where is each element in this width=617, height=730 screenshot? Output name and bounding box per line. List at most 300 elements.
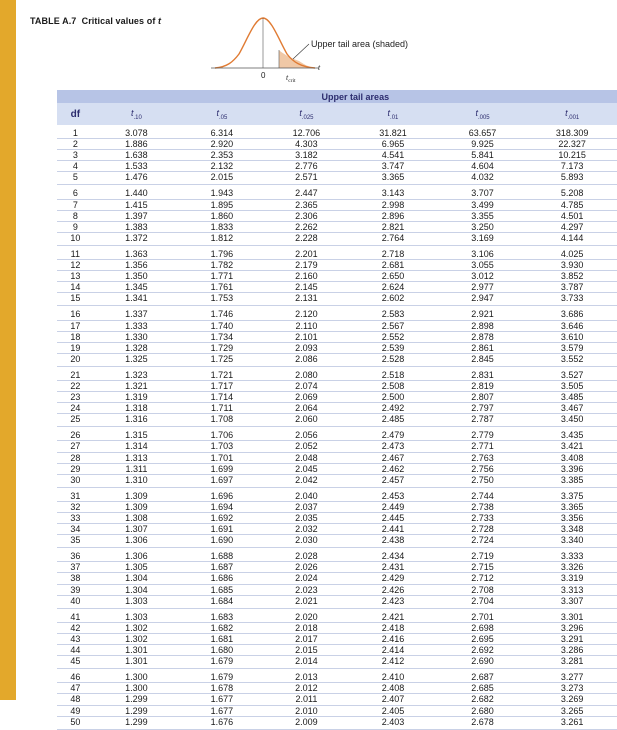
cell-t001: 3.273 [527,683,617,694]
cell-t025: 2.018 [265,622,348,633]
cell-t005: 2.728 [438,524,528,535]
cell-t005: 2.724 [438,535,528,548]
cell-t001: 3.348 [527,524,617,535]
cell-t01: 2.449 [348,501,438,512]
cell-t10: 1.337 [94,306,180,320]
cell-t025: 2.074 [265,380,348,391]
cell-t01: 2.407 [348,694,438,705]
cell-t05: 1.688 [179,548,265,562]
cell-t01: 2.412 [348,656,438,669]
axis-zero-label: 0 [261,71,266,80]
cell-t005: 2.719 [438,548,528,562]
header-band-row [57,90,617,103]
cell-t025: 2.060 [265,414,348,427]
cell-t025: 2.101 [265,331,348,342]
cell-t05: 1.685 [179,584,265,595]
tail-label: Upper tail area (shaded) [311,39,409,49]
cell-t001: 3.385 [527,474,617,487]
cell-t001: 3.646 [527,320,617,331]
cell-t025: 2.365 [265,199,348,210]
df-cell: 45 [57,656,94,669]
cell-t05: 1.711 [179,403,265,414]
cell-t10: 1.345 [94,282,180,293]
cell-t005: 2.831 [438,366,528,380]
cell-t05: 1.696 [179,487,265,501]
cell-t05: 1.729 [179,342,265,353]
cell-t01: 2.403 [348,716,438,729]
cell-t005: 2.733 [438,513,528,524]
cell-t025: 2.009 [265,716,348,729]
cell-t05: 1.699 [179,463,265,474]
cell-t001: 5.208 [527,185,617,199]
cell-t10: 1.325 [94,353,180,366]
cell-t025: 12.706 [265,125,348,139]
cell-t005: 2.861 [438,342,528,353]
cell-t01: 2.583 [348,306,438,320]
cell-t10: 1.311 [94,463,180,474]
cell-t10: 1.315 [94,427,180,441]
table-row [57,293,617,306]
cell-t005: 2.756 [438,463,528,474]
cell-t10: 1.314 [94,441,180,452]
cell-t05: 1.678 [179,683,265,694]
cell-t025: 2.201 [265,245,348,259]
cell-t025: 2.026 [265,562,348,573]
cell-t025: 2.262 [265,221,348,232]
cell-t10: 1.313 [94,452,180,463]
df-cell: 34 [57,524,94,535]
cell-t01: 3.365 [348,172,438,185]
cell-t025: 4.303 [265,139,348,150]
cell-t01: 2.821 [348,221,438,232]
cell-t005: 2.715 [438,562,528,573]
cell-t001: 3.610 [527,331,617,342]
table-row [57,705,617,716]
cell-t01: 4.541 [348,150,438,161]
cell-t01: 3.143 [348,185,438,199]
cell-t025: 3.182 [265,150,348,161]
df-cell: 15 [57,293,94,306]
cell-t05: 1.833 [179,221,265,232]
cell-t10: 1.306 [94,535,180,548]
col-header-t025: $t_{.025}$ [265,103,348,125]
cell-t005: 2.787 [438,414,528,427]
cell-t025: 2.012 [265,683,348,694]
page-edge-tab [0,0,16,700]
cell-t001: 3.326 [527,562,617,573]
cell-t10: 1.350 [94,271,180,282]
cell-t005: 2.898 [438,320,528,331]
cell-t10: 1.302 [94,622,180,633]
row-group [57,245,617,305]
cell-t005: 2.712 [438,573,528,584]
cell-t005: 2.807 [438,392,528,403]
cell-t025: 2.032 [265,524,348,535]
cell-t001: 3.340 [527,535,617,548]
table-row [57,392,617,403]
cell-t05: 1.690 [179,535,265,548]
cell-t005: 2.771 [438,441,528,452]
table-row [57,232,617,245]
cell-t025: 2.447 [265,185,348,199]
df-cell: 38 [57,573,94,584]
df-cell: 44 [57,645,94,656]
table-row [57,221,617,232]
cell-t10: 1.886 [94,139,180,150]
df-cell: 3 [57,150,94,161]
cell-t001: 3.356 [527,513,617,524]
cell-t005: 2.680 [438,705,528,716]
cell-t05: 6.314 [179,125,265,139]
table-row [57,535,617,548]
cell-t005: 2.695 [438,633,528,644]
cell-t01: 2.473 [348,441,438,452]
df-cell: 5 [57,172,94,185]
cell-t005: 2.744 [438,487,528,501]
table-row [57,271,617,282]
df-cell: 19 [57,342,94,353]
cell-t001: 3.579 [527,342,617,353]
cell-t01: 2.764 [348,232,438,245]
df-cell: 9 [57,221,94,232]
cell-t025: 2.028 [265,548,348,562]
cell-t05: 1.761 [179,282,265,293]
cell-t005: 2.977 [438,282,528,293]
cell-t05: 1.686 [179,573,265,584]
cell-t05: 1.717 [179,380,265,391]
cell-t05: 1.771 [179,271,265,282]
table-caption: Critical values of [81,16,156,26]
table-row [57,414,617,427]
table-row [57,139,617,150]
shaded-upper-tail [279,50,315,68]
cell-t001: 318.309 [527,125,617,139]
cell-t001: 3.269 [527,694,617,705]
cell-t001: 3.421 [527,441,617,452]
cell-t10: 1.303 [94,608,180,622]
cell-t025: 2.776 [265,161,348,172]
cell-t05: 1.708 [179,414,265,427]
df-cell: 20 [57,353,94,366]
table-row [57,441,617,452]
cell-t005: 2.779 [438,427,528,441]
cell-t10: 1.328 [94,342,180,353]
cell-t01: 2.408 [348,683,438,694]
cell-t001: 3.333 [527,548,617,562]
cell-t10: 1.309 [94,501,180,512]
df-cell: 4 [57,161,94,172]
cell-t025: 2.086 [265,353,348,366]
cell-t10: 1.299 [94,705,180,716]
cell-t025: 2.048 [265,452,348,463]
table-row [57,633,617,644]
cell-t005: 2.738 [438,501,528,512]
cell-t025: 2.035 [265,513,348,524]
row-group [57,669,617,729]
tail-pointer [293,44,309,59]
cell-t05: 1.796 [179,245,265,259]
cell-t005: 2.708 [438,584,528,595]
cell-t005: 2.698 [438,622,528,633]
df-cell: 2 [57,139,94,150]
cell-t005: 2.797 [438,403,528,414]
cell-t001: 7.173 [527,161,617,172]
cell-t10: 1.301 [94,656,180,669]
cell-t025: 2.069 [265,392,348,403]
table-row [57,501,617,512]
cell-t001: 3.281 [527,656,617,669]
cell-t10: 1.323 [94,366,180,380]
cell-t10: 1.476 [94,172,180,185]
cell-t05: 1.740 [179,320,265,331]
cell-t025: 2.064 [265,403,348,414]
df-cell: 10 [57,232,94,245]
cell-t10: 1.383 [94,221,180,232]
cell-t001: 3.375 [527,487,617,501]
df-cell: 26 [57,427,94,441]
cell-t10: 1.302 [94,633,180,644]
table-row [57,260,617,271]
cell-t10: 1.341 [94,293,180,306]
cell-t025: 2.024 [265,573,348,584]
cell-t025: 2.011 [265,694,348,705]
table-row [57,245,617,259]
df-cell: 30 [57,474,94,487]
cell-t01: 2.602 [348,293,438,306]
table-row [57,645,617,656]
table-number: TABLE A.7 [30,16,77,26]
cell-t005: 2.692 [438,645,528,656]
cell-t01: 2.421 [348,608,438,622]
cell-t01: 2.650 [348,271,438,282]
cell-t05: 2.132 [179,161,265,172]
row-group [57,366,617,426]
df-cell: 37 [57,562,94,573]
table-row [57,161,617,172]
cell-t005: 3.106 [438,245,528,259]
cell-t025: 2.015 [265,645,348,656]
cell-t10: 1.330 [94,331,180,342]
table-row [57,331,617,342]
cell-t05: 1.681 [179,633,265,644]
table-row [57,185,617,199]
cell-t05: 1.706 [179,427,265,441]
cell-t001: 3.319 [527,573,617,584]
table-row [57,150,617,161]
cell-t01: 2.416 [348,633,438,644]
cell-t005: 2.845 [438,353,528,366]
col-header-t10: $t_{.10}$ [94,103,180,125]
table-caption-variable: t [158,16,162,26]
table-row [57,573,617,584]
cell-t001: 3.291 [527,633,617,644]
cell-t01: 2.405 [348,705,438,716]
cell-t01: 2.718 [348,245,438,259]
table-row [57,595,617,608]
cell-t001: 4.785 [527,199,617,210]
table-row [57,656,617,669]
cell-t005: 2.763 [438,452,528,463]
cell-t001: 3.467 [527,403,617,414]
df-cell: 16 [57,306,94,320]
cell-t025: 2.145 [265,282,348,293]
table-row [57,463,617,474]
cell-t10: 1.318 [94,403,180,414]
df-cell: 29 [57,463,94,474]
cell-t01: 2.467 [348,452,438,463]
cell-t005: 2.678 [438,716,528,729]
cell-t005: 3.499 [438,199,528,210]
table-row [57,320,617,331]
df-cell: 35 [57,535,94,548]
cell-t005: 2.687 [438,669,528,683]
cell-t01: 2.500 [348,392,438,403]
cell-t01: 2.998 [348,199,438,210]
cell-t001: 3.365 [527,501,617,512]
cell-t05: 1.721 [179,366,265,380]
table-row [57,474,617,487]
cell-t005: 4.604 [438,161,528,172]
cell-t10: 1.300 [94,669,180,683]
cell-t05: 1.691 [179,524,265,535]
cell-t10: 1.310 [94,474,180,487]
cell-t05: 1.714 [179,392,265,403]
cell-t05: 1.679 [179,656,265,669]
cell-t001: 10.215 [527,150,617,161]
cell-t05: 1.676 [179,716,265,729]
table-row [57,342,617,353]
cell-t005: 3.250 [438,221,528,232]
cell-t01: 2.681 [348,260,438,271]
table-row [57,353,617,366]
cell-t01: 2.528 [348,353,438,366]
cell-t005: 2.701 [438,608,528,622]
cell-t05: 1.692 [179,513,265,524]
cell-t001: 3.408 [527,452,617,463]
cell-t01: 2.896 [348,210,438,221]
df-cell: 43 [57,633,94,644]
table-row [57,683,617,694]
cell-t10: 1.321 [94,380,180,391]
cell-t005: 2.685 [438,683,528,694]
cell-t005: 3.355 [438,210,528,221]
cell-t01: 2.426 [348,584,438,595]
table-row [57,172,617,185]
table-row [57,306,617,320]
cell-t001: 3.313 [527,584,617,595]
cell-t01: 2.485 [348,414,438,427]
cell-t001: 3.435 [527,427,617,441]
cell-t025: 2.021 [265,595,348,608]
df-cell: 6 [57,185,94,199]
cell-t01: 2.445 [348,513,438,524]
cell-t005: 2.947 [438,293,528,306]
row-group [57,185,617,245]
df-cell: 8 [57,210,94,221]
df-cell: 49 [57,705,94,716]
df-cell: 17 [57,320,94,331]
cell-t10: 1.299 [94,694,180,705]
cell-t01: 2.624 [348,282,438,293]
cell-t001: 3.787 [527,282,617,293]
cell-t05: 1.683 [179,608,265,622]
cell-t10: 3.078 [94,125,180,139]
cell-t025: 2.228 [265,232,348,245]
upper-tail-areas-heading: Upper tail areas [94,90,617,103]
table-row [57,210,617,221]
cell-t10: 1.638 [94,150,180,161]
cell-t01: 2.508 [348,380,438,391]
cell-t001: 3.261 [527,716,617,729]
cell-t005: 3.169 [438,232,528,245]
cell-t05: 1.895 [179,199,265,210]
cell-t05: 1.860 [179,210,265,221]
cell-t025: 2.045 [265,463,348,474]
table-row [57,487,617,501]
df-cell: 32 [57,501,94,512]
cell-t001: 3.930 [527,260,617,271]
cell-t005: 3.012 [438,271,528,282]
cell-t005: 63.657 [438,125,528,139]
cell-t025: 2.014 [265,656,348,669]
cell-t005: 2.690 [438,656,528,669]
cell-t10: 1.305 [94,562,180,573]
table-row [57,380,617,391]
cell-t10: 1.440 [94,185,180,199]
cell-t10: 1.333 [94,320,180,331]
axis-t-label: t [318,63,321,72]
col-header-t05: $t_{.05}$ [179,103,265,125]
cell-t001: 3.296 [527,622,617,633]
df-cell: 21 [57,366,94,380]
cell-t005: 2.750 [438,474,528,487]
cell-t05: 1.684 [179,595,265,608]
cell-t001: 3.396 [527,463,617,474]
cell-t001: 4.297 [527,221,617,232]
cell-t05: 1.679 [179,669,265,683]
df-cell: 1 [57,125,94,139]
cell-t10: 1.356 [94,260,180,271]
table-title [30,16,161,26]
cell-t10: 1.372 [94,232,180,245]
df-cell: 28 [57,452,94,463]
cell-t05: 1.701 [179,452,265,463]
df-cell: 11 [57,245,94,259]
cell-t001: 3.265 [527,705,617,716]
row-group [57,125,617,185]
cell-t025: 2.160 [265,271,348,282]
cell-t01: 2.552 [348,331,438,342]
cell-t05: 2.015 [179,172,265,185]
t-distribution-figure [205,10,445,88]
cell-t001: 5.893 [527,172,617,185]
df-cell: 13 [57,271,94,282]
cell-t025: 2.023 [265,584,348,595]
cell-t01: 2.410 [348,669,438,683]
df-cell: 48 [57,694,94,705]
cell-t005: 2.819 [438,380,528,391]
cell-t025: 2.052 [265,441,348,452]
cell-t001: 4.144 [527,232,617,245]
cell-t05: 1.694 [179,501,265,512]
cell-t10: 1.397 [94,210,180,221]
cell-t01: 6.965 [348,139,438,150]
cell-t05: 2.353 [179,150,265,161]
cell-t10: 1.415 [94,199,180,210]
cell-t005: 5.841 [438,150,528,161]
col-header-t001: $t_{.001}$ [527,103,617,125]
df-cell: 31 [57,487,94,501]
